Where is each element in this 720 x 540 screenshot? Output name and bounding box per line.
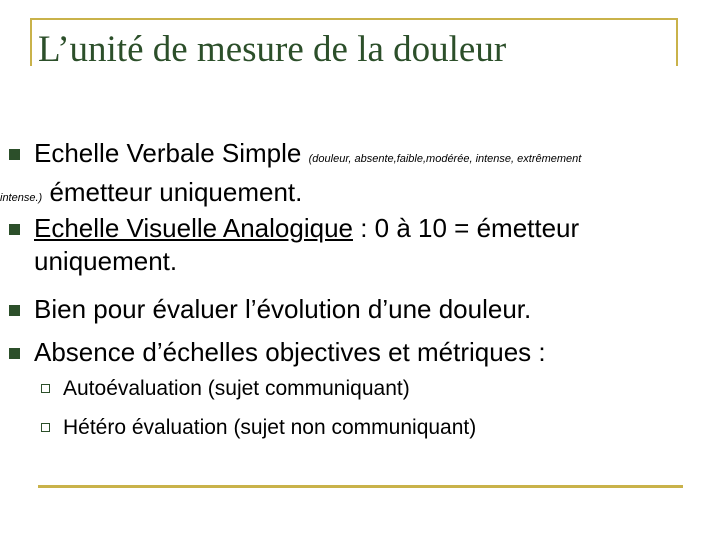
bullet-text-absence: Absence d’échelles objectives et métriques : xyxy=(34,337,546,367)
bullet-small-note-end: intense.) xyxy=(0,192,43,204)
bullet-text-evs-end: émetteur uniquement. xyxy=(49,177,303,207)
bullet-item-evolution xyxy=(34,293,684,326)
frame-top-line xyxy=(30,18,678,20)
square-bullet-icon xyxy=(9,149,20,160)
sub-bullet-autoevaluation xyxy=(63,376,410,402)
bullet-item-echelle-visuelle xyxy=(34,212,684,278)
slide-title: L’unité de mesure de la douleur xyxy=(38,29,507,70)
sub-bullet-text: Autoévaluation (sujet communiquant) xyxy=(63,377,410,400)
frame-left-line xyxy=(30,18,32,66)
sub-bullet-text: Hétéro évaluation (sujet non communiquant) xyxy=(63,416,477,439)
bullet-text-eva-rest: : 0 à 10 = émetteur uniquement. xyxy=(34,213,580,276)
frame-bottom-line xyxy=(38,485,683,488)
sub-bullet-heteroevaluation xyxy=(63,415,476,441)
hollow-square-bullet-icon xyxy=(41,423,50,432)
square-bullet-icon xyxy=(9,305,20,316)
bullet-text-evs: Echelle Verbale Simple xyxy=(34,138,302,168)
square-bullet-icon xyxy=(9,348,20,359)
bullet-small-note: (douleur, absente,faible,modérée, intense, extrêmement xyxy=(308,153,582,165)
bullet-item-absence xyxy=(34,336,684,369)
bullet-text-evolution: Bien pour évaluer l’évolution d’une douleur. xyxy=(34,294,532,324)
frame-right-line xyxy=(676,18,678,66)
bullet-item-echelle-verbale xyxy=(0,137,684,215)
square-bullet-icon xyxy=(9,224,20,235)
hollow-square-bullet-icon xyxy=(41,384,50,393)
bullet-text-eva: Echelle Visuelle Analogique xyxy=(34,213,353,243)
